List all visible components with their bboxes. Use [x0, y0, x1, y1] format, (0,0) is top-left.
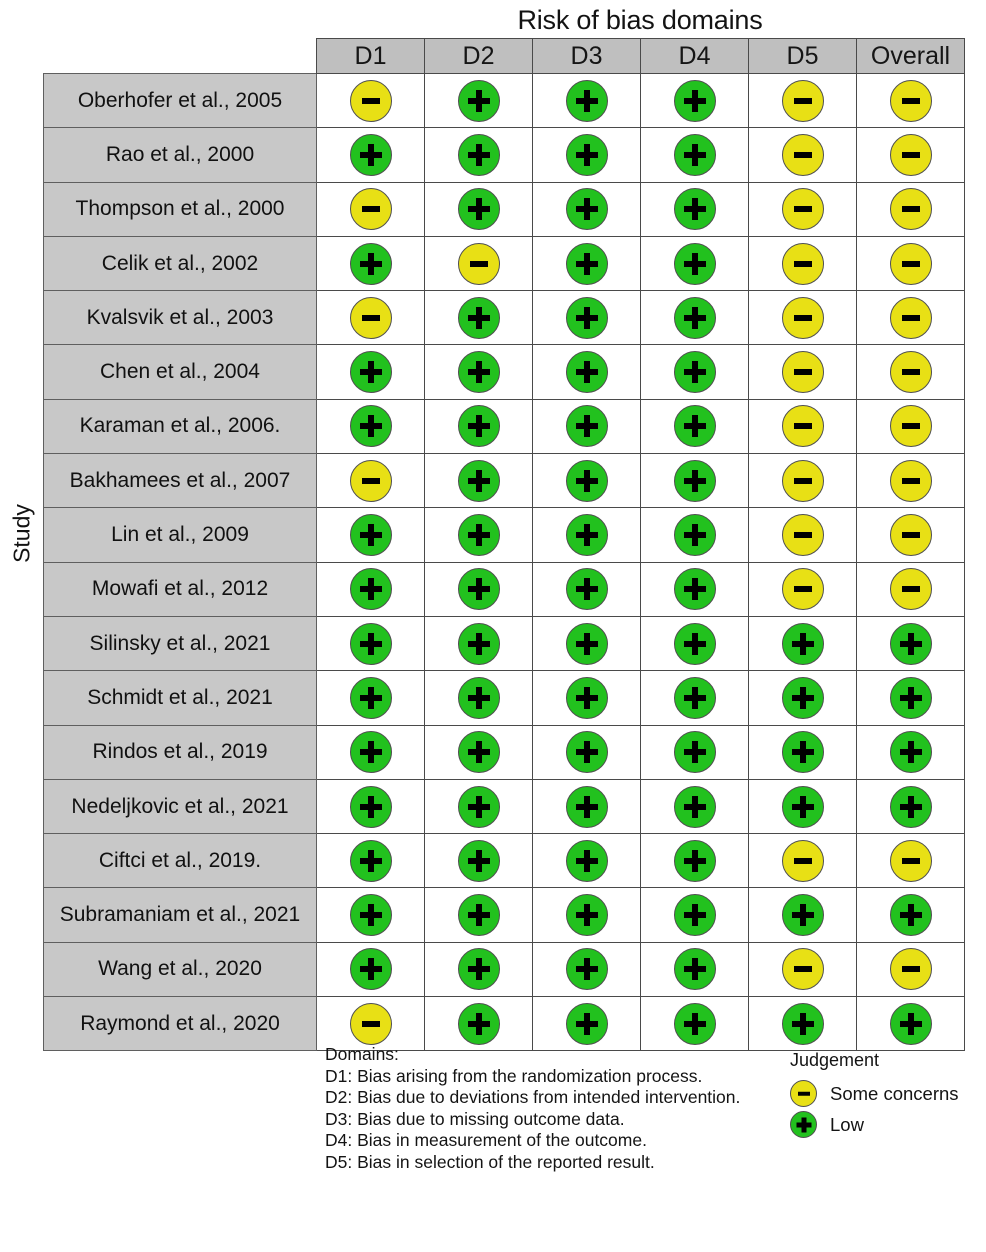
- judgement-cell-d2[interactable]: [425, 888, 533, 942]
- judgement-cell-d3[interactable]: [533, 454, 641, 508]
- judgement-cell-d3[interactable]: [533, 562, 641, 616]
- low-risk-icon: [674, 188, 716, 230]
- judgement-cell-d5[interactable]: [749, 834, 857, 888]
- low-risk-icon: [350, 514, 392, 556]
- low-risk-icon: [458, 405, 500, 447]
- some-concerns-icon: [782, 568, 824, 610]
- low-risk-icon: [350, 243, 392, 285]
- some-concerns-icon: [790, 1080, 817, 1107]
- table-row: [44, 508, 965, 562]
- low-risk-icon: [458, 351, 500, 393]
- legend-label-low: Low: [830, 1113, 864, 1135]
- judgement-cell-d5[interactable]: [749, 454, 857, 508]
- judgement-cell-d5[interactable]: [749, 128, 857, 182]
- judgement-cell-d2[interactable]: [425, 834, 533, 888]
- low-risk-icon: [674, 297, 716, 339]
- low-risk-icon: [790, 1111, 817, 1138]
- judgement-cell-d2[interactable]: [425, 182, 533, 236]
- judgement-cell-d3[interactable]: [533, 671, 641, 725]
- column-header-d5[interactable]: D5: [749, 39, 857, 74]
- judgement-cell-d5[interactable]: [749, 345, 857, 399]
- low-risk-icon: [566, 568, 608, 610]
- column-header-d2[interactable]: D2: [425, 39, 533, 74]
- judgement-cell-d2[interactable]: [425, 616, 533, 670]
- study-label: Schmidt et al., 2021: [44, 671, 317, 725]
- low-risk-icon: [674, 786, 716, 828]
- study-label: Rindos et al., 2019: [44, 725, 317, 779]
- judgement-cell-d5[interactable]: [749, 779, 857, 833]
- judgement-cell-d4[interactable]: [641, 942, 749, 996]
- low-risk-icon: [782, 677, 824, 719]
- low-risk-icon: [674, 948, 716, 990]
- study-label: Wang et al., 2020: [44, 942, 317, 996]
- judgement-cell-d1[interactable]: [317, 454, 425, 508]
- table-row: [44, 942, 965, 996]
- some-concerns-icon: [890, 188, 932, 230]
- judgement-cell-d3[interactable]: [533, 508, 641, 562]
- some-concerns-icon: [350, 460, 392, 502]
- study-label: Oberhofer et al., 2005: [44, 74, 317, 128]
- low-risk-icon: [674, 460, 716, 502]
- judgement-cell-d4[interactable]: [641, 74, 749, 128]
- study-label: Rao et al., 2000: [44, 128, 317, 182]
- low-risk-icon: [566, 80, 608, 122]
- low-risk-icon: [566, 1003, 608, 1045]
- column-header-d4[interactable]: D4: [641, 39, 749, 74]
- low-risk-icon: [890, 894, 932, 936]
- judgement-cell-d3[interactable]: [533, 834, 641, 888]
- some-concerns-icon: [782, 134, 824, 176]
- low-risk-icon: [890, 786, 932, 828]
- low-risk-icon: [782, 623, 824, 665]
- judgement-cell-d2[interactable]: [425, 562, 533, 616]
- judgement-cell-overall[interactable]: [857, 236, 965, 290]
- column-header-d1[interactable]: D1: [317, 39, 425, 74]
- study-label: Mowafi et al., 2012: [44, 562, 317, 616]
- some-concerns-icon: [350, 1003, 392, 1045]
- some-concerns-icon: [890, 948, 932, 990]
- low-risk-icon: [890, 731, 932, 773]
- some-concerns-icon: [350, 188, 392, 230]
- judgement-cell-overall[interactable]: [857, 942, 965, 996]
- low-risk-icon: [458, 1003, 500, 1045]
- judgement-cell-overall[interactable]: [857, 345, 965, 399]
- some-concerns-icon: [890, 297, 932, 339]
- judgement-cell-d3[interactable]: [533, 128, 641, 182]
- legend-item-low: [790, 1109, 959, 1140]
- table-row: [44, 454, 965, 508]
- judgement-cell-d1[interactable]: [317, 128, 425, 182]
- judgement-cell-d4[interactable]: [641, 671, 749, 725]
- low-risk-icon: [674, 731, 716, 773]
- judgement-cell-d1[interactable]: [317, 834, 425, 888]
- judgement-cell-d5[interactable]: [749, 236, 857, 290]
- judgement-legend-heading: Judgement: [790, 1050, 880, 1070]
- judgement-cell-d4[interactable]: [641, 616, 749, 670]
- low-risk-icon: [566, 405, 608, 447]
- low-risk-icon: [890, 1003, 932, 1045]
- low-risk-icon: [674, 840, 716, 882]
- judgement-cell-overall[interactable]: [857, 291, 965, 345]
- judgement-cell-d1[interactable]: [317, 236, 425, 290]
- low-risk-icon: [458, 948, 500, 990]
- header-corner-spacer: [44, 39, 317, 74]
- judgement-cell-overall[interactable]: [857, 616, 965, 670]
- some-concerns-icon: [890, 80, 932, 122]
- judgement-cell-d3[interactable]: [533, 345, 641, 399]
- judgement-cell-d2[interactable]: [425, 74, 533, 128]
- study-label: Lin et al., 2009: [44, 508, 317, 562]
- judgement-cell-d2[interactable]: [425, 454, 533, 508]
- judgement-cell-d2[interactable]: [425, 236, 533, 290]
- judgement-cell-d5[interactable]: [749, 182, 857, 236]
- judgement-cell-d5[interactable]: [749, 508, 857, 562]
- judgement-cell-d2[interactable]: [425, 345, 533, 399]
- some-concerns-icon: [890, 405, 932, 447]
- judgement-cell-d4[interactable]: [641, 399, 749, 453]
- column-header-overall[interactable]: Overall: [857, 39, 965, 74]
- judgement-cell-d2[interactable]: [425, 997, 533, 1051]
- judgement-cell-d4[interactable]: [641, 345, 749, 399]
- low-risk-icon: [350, 948, 392, 990]
- judgement-cell-d4[interactable]: [641, 291, 749, 345]
- low-risk-icon: [566, 948, 608, 990]
- table-row: [44, 236, 965, 290]
- judgement-cell-d4[interactable]: [641, 508, 749, 562]
- legend-item-some-concerns: [790, 1078, 959, 1109]
- judgement-cell-d3[interactable]: [533, 616, 641, 670]
- domains-legend-item-d5: D5: Bias in selection of the reported result.: [325, 1151, 655, 1172]
- low-risk-icon: [566, 460, 608, 502]
- judgement-cell-d4[interactable]: [641, 725, 749, 779]
- domains-legend: [325, 1044, 740, 1173]
- judgement-cell-overall[interactable]: [857, 997, 965, 1051]
- judgement-cell-d3[interactable]: [533, 182, 641, 236]
- some-concerns-icon: [782, 188, 824, 230]
- judgement-cell-d3[interactable]: [533, 779, 641, 833]
- low-risk-icon: [566, 894, 608, 936]
- some-concerns-icon: [890, 568, 932, 610]
- table-row: [44, 128, 965, 182]
- study-label: Bakhamees et al., 2007: [44, 454, 317, 508]
- low-risk-icon: [566, 840, 608, 882]
- low-risk-icon: [458, 460, 500, 502]
- judgement-cell-d3[interactable]: [533, 888, 641, 942]
- domains-legend-item-d1: D1: Bias arising from the randomization process.: [325, 1065, 703, 1086]
- judgement-cell-d1[interactable]: [317, 725, 425, 779]
- judgement-cell-overall[interactable]: [857, 834, 965, 888]
- low-risk-icon: [458, 786, 500, 828]
- low-risk-icon: [458, 568, 500, 610]
- study-label: Nedeljkovic et al., 2021: [44, 779, 317, 833]
- low-risk-icon: [674, 623, 716, 665]
- some-concerns-icon: [350, 297, 392, 339]
- low-risk-icon: [566, 134, 608, 176]
- table-row: [44, 997, 965, 1051]
- low-risk-icon: [674, 80, 716, 122]
- axis-label-study: Study: [8, 504, 35, 563]
- low-risk-icon: [458, 188, 500, 230]
- table-row: [44, 616, 965, 670]
- judgement-cell-d3[interactable]: [533, 942, 641, 996]
- low-risk-icon: [458, 840, 500, 882]
- judgement-cell-overall[interactable]: [857, 74, 965, 128]
- risk-of-bias-body: [44, 74, 965, 1051]
- judgement-cell-d2[interactable]: [425, 291, 533, 345]
- judgement-cell-d3[interactable]: [533, 399, 641, 453]
- low-risk-icon: [350, 840, 392, 882]
- study-label: Kvalsvik et al., 2003: [44, 291, 317, 345]
- low-risk-icon: [674, 568, 716, 610]
- study-label: Thompson et al., 2000: [44, 182, 317, 236]
- some-concerns-icon: [782, 80, 824, 122]
- low-risk-icon: [458, 297, 500, 339]
- judgement-cell-d2[interactable]: [425, 942, 533, 996]
- judgement-cell-d4[interactable]: [641, 236, 749, 290]
- judgement-cell-d2[interactable]: [425, 508, 533, 562]
- judgement-cell-d1[interactable]: [317, 508, 425, 562]
- table-header-row: [44, 39, 965, 74]
- judgement-cell-d1[interactable]: [317, 942, 425, 996]
- low-risk-icon: [566, 297, 608, 339]
- judgement-cell-d3[interactable]: [533, 236, 641, 290]
- low-risk-icon: [674, 1003, 716, 1045]
- low-risk-icon: [674, 351, 716, 393]
- study-label: Karaman et al., 2006.: [44, 399, 317, 453]
- low-risk-icon: [566, 351, 608, 393]
- some-concerns-icon: [890, 351, 932, 393]
- judgement-cell-d4[interactable]: [641, 834, 749, 888]
- table-row: [44, 671, 965, 725]
- study-label: Silinsky et al., 2021: [44, 616, 317, 670]
- low-risk-icon: [674, 514, 716, 556]
- judgement-cell-d5[interactable]: [749, 562, 857, 616]
- low-risk-icon: [566, 188, 608, 230]
- low-risk-icon: [674, 405, 716, 447]
- judgement-cell-d4[interactable]: [641, 997, 749, 1051]
- some-concerns-icon: [782, 405, 824, 447]
- table-row: [44, 291, 965, 345]
- low-risk-icon: [350, 677, 392, 719]
- low-risk-icon: [890, 677, 932, 719]
- low-risk-icon: [350, 786, 392, 828]
- judgement-cell-d1[interactable]: [317, 779, 425, 833]
- low-risk-icon: [350, 351, 392, 393]
- low-risk-icon: [566, 623, 608, 665]
- judgement-cell-d2[interactable]: [425, 399, 533, 453]
- judgement-cell-d3[interactable]: [533, 725, 641, 779]
- some-concerns-icon: [782, 948, 824, 990]
- judgement-cell-d3[interactable]: [533, 997, 641, 1051]
- judgement-cell-d5[interactable]: [749, 291, 857, 345]
- some-concerns-icon: [350, 80, 392, 122]
- judgement-cell-d4[interactable]: [641, 562, 749, 616]
- low-risk-icon: [566, 786, 608, 828]
- table-row: [44, 834, 965, 888]
- low-risk-icon: [458, 894, 500, 936]
- domains-legend-item-d2: D2: Bias due to deviations from intended intervention.: [325, 1087, 741, 1107]
- study-label: Celik et al., 2002: [44, 236, 317, 290]
- some-concerns-icon: [890, 460, 932, 502]
- domains-legend-item-d4: D4: Bias in measurement of the outcome.: [325, 1130, 647, 1150]
- judgement-cell-d4[interactable]: [641, 888, 749, 942]
- table-row: [44, 888, 965, 942]
- some-concerns-icon: [782, 351, 824, 393]
- low-risk-icon: [566, 514, 608, 556]
- low-risk-icon: [782, 1003, 824, 1045]
- judgement-cell-d4[interactable]: [641, 454, 749, 508]
- some-concerns-icon: [782, 243, 824, 285]
- low-risk-icon: [890, 623, 932, 665]
- some-concerns-icon: [782, 840, 824, 882]
- low-risk-icon: [566, 731, 608, 773]
- page-title: Risk of bias domains: [517, 5, 763, 35]
- low-risk-icon: [350, 731, 392, 773]
- judgement-cell-d1[interactable]: [317, 74, 425, 128]
- study-label: Ciftci et al., 2019.: [44, 834, 317, 888]
- some-concerns-icon: [890, 514, 932, 556]
- column-header-d3[interactable]: D3: [533, 39, 641, 74]
- low-risk-icon: [566, 243, 608, 285]
- legend-label-some-concerns: Some concerns: [830, 1082, 959, 1104]
- judgement-cell-d5[interactable]: [749, 725, 857, 779]
- low-risk-icon: [782, 731, 824, 773]
- judgement-cell-d1[interactable]: [317, 291, 425, 345]
- risk-of-bias-table: [43, 38, 965, 1051]
- judgement-cell-d2[interactable]: [425, 725, 533, 779]
- judgement-cell-overall[interactable]: [857, 779, 965, 833]
- study-label: Subramaniam et al., 2021: [44, 888, 317, 942]
- some-concerns-icon: [458, 243, 500, 285]
- judgement-cell-d4[interactable]: [641, 182, 749, 236]
- judgement-cell-overall[interactable]: [857, 508, 965, 562]
- judgement-cell-d5[interactable]: [749, 74, 857, 128]
- low-risk-icon: [458, 80, 500, 122]
- table-row: [44, 74, 965, 128]
- judgement-cell-d4[interactable]: [641, 128, 749, 182]
- judgement-cell-d1[interactable]: [317, 345, 425, 399]
- judgement-cell-overall[interactable]: [857, 399, 965, 453]
- low-risk-icon: [674, 894, 716, 936]
- judgement-cell-d2[interactable]: [425, 671, 533, 725]
- low-risk-icon: [674, 134, 716, 176]
- judgement-cell-d4[interactable]: [641, 779, 749, 833]
- judgement-cell-overall[interactable]: [857, 725, 965, 779]
- some-concerns-icon: [890, 243, 932, 285]
- judgement-cell-d1[interactable]: [317, 997, 425, 1051]
- judgement-cell-d2[interactable]: [425, 779, 533, 833]
- domains-legend-heading: Domains:: [325, 1044, 399, 1064]
- study-label: Chen et al., 2004: [44, 345, 317, 399]
- low-risk-icon: [350, 894, 392, 936]
- table-row: [44, 182, 965, 236]
- judgement-cell-d1[interactable]: [317, 888, 425, 942]
- judgement-cell-d1[interactable]: [317, 562, 425, 616]
- low-risk-icon: [458, 623, 500, 665]
- judgement-cell-d1[interactable]: [317, 671, 425, 725]
- low-risk-icon: [674, 677, 716, 719]
- low-risk-icon: [350, 568, 392, 610]
- judgement-cell-overall[interactable]: [857, 454, 965, 508]
- judgement-cell-d1[interactable]: [317, 616, 425, 670]
- judgement-cell-overall[interactable]: [857, 562, 965, 616]
- low-risk-icon: [350, 134, 392, 176]
- some-concerns-icon: [890, 134, 932, 176]
- low-risk-icon: [458, 514, 500, 556]
- low-risk-icon: [566, 677, 608, 719]
- low-risk-icon: [458, 677, 500, 719]
- judgement-cell-d1[interactable]: [317, 399, 425, 453]
- judgement-cell-overall[interactable]: [857, 182, 965, 236]
- judgement-cell-d5[interactable]: [749, 399, 857, 453]
- judgement-cell-overall[interactable]: [857, 888, 965, 942]
- low-risk-icon: [782, 894, 824, 936]
- study-label: Raymond et al., 2020: [44, 997, 317, 1051]
- table-row: [44, 779, 965, 833]
- judgement-cell-overall[interactable]: [857, 128, 965, 182]
- low-risk-icon: [458, 134, 500, 176]
- judgement-cell-d2[interactable]: [425, 128, 533, 182]
- judgement-cell-d3[interactable]: [533, 291, 641, 345]
- low-risk-icon: [350, 405, 392, 447]
- some-concerns-icon: [890, 840, 932, 882]
- some-concerns-icon: [782, 297, 824, 339]
- judgement-cell-d5[interactable]: [749, 997, 857, 1051]
- judgement-cell-d5[interactable]: [749, 942, 857, 996]
- some-concerns-icon: [782, 514, 824, 556]
- table-row: [44, 345, 965, 399]
- judgement-cell-d5[interactable]: [749, 616, 857, 670]
- judgement-cell-d5[interactable]: [749, 671, 857, 725]
- judgement-legend: [790, 1050, 959, 1140]
- low-risk-icon: [782, 786, 824, 828]
- low-risk-icon: [674, 243, 716, 285]
- low-risk-icon: [350, 623, 392, 665]
- table-row: [44, 562, 965, 616]
- table-row: [44, 399, 965, 453]
- judgement-cell-d1[interactable]: [317, 182, 425, 236]
- judgement-cell-d5[interactable]: [749, 888, 857, 942]
- low-risk-icon: [458, 731, 500, 773]
- domains-legend-item-d3: D3: Bias due to missing outcome data.: [325, 1108, 625, 1129]
- table-row: [44, 725, 965, 779]
- some-concerns-icon: [782, 460, 824, 502]
- judgement-cell-overall[interactable]: [857, 671, 965, 725]
- judgement-cell-d3[interactable]: [533, 74, 641, 128]
